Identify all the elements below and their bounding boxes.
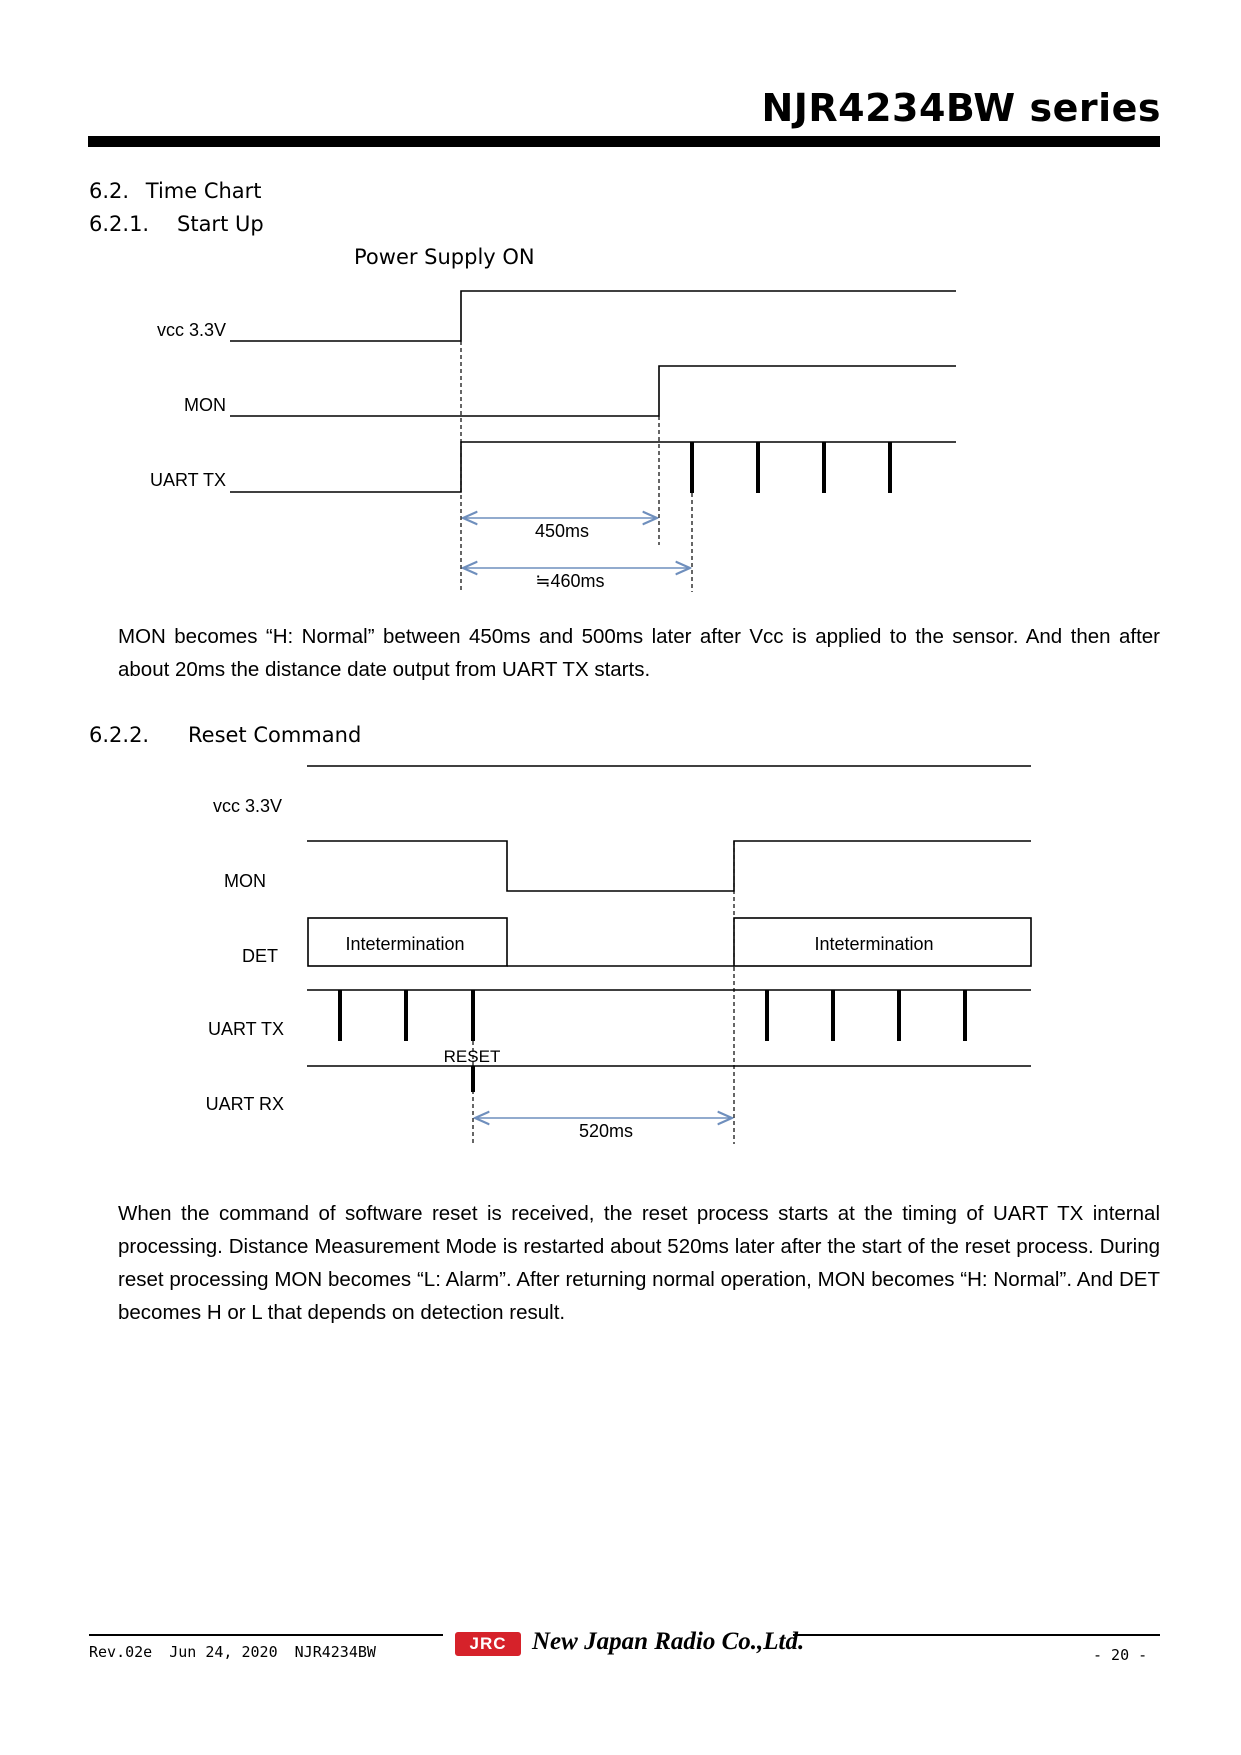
- reset-det-box-left-label: Intetermination: [345, 934, 465, 954]
- startup-description: MON becomes “H: Normal” between 450ms and 500ms later after Vcc is applied to the sensor. And then after about 20ms the distance date output from UART TX starts.: [118, 625, 1160, 681]
- footer-rule-left: [89, 1634, 443, 1636]
- page-number: - 20 -: [1093, 1646, 1148, 1664]
- startup-dim-460-label: ≒460ms: [535, 571, 605, 591]
- subsection-reset-number: 6.2.2.: [89, 723, 150, 747]
- footer-date: Jun 24, 2020: [169, 1643, 278, 1661]
- reset-uart-tx-label: UART TX: [207, 1019, 284, 1039]
- document-title: NJR4234BW series: [761, 86, 1161, 130]
- reset-mon-waveform: [307, 841, 1031, 891]
- reset-command-label: RESET: [443, 1047, 501, 1066]
- company-logo-text: New Japan Radio Co.,Ltd.: [532, 1628, 805, 1655]
- reset-vcc-label: vcc 3.3V: [212, 796, 282, 816]
- section-number: 6.2.: [89, 179, 130, 203]
- footer-info: [89, 1643, 376, 1661]
- startup-mon-label: MON: [184, 395, 226, 415]
- startup-uart-tx-waveform: [230, 442, 956, 492]
- footer-rule-right: [793, 1634, 1160, 1636]
- startup-timing-chart: [0, 0, 1241, 640]
- reset-uart-rx-label: UART RX: [205, 1094, 284, 1114]
- reset-mon-label: MON: [224, 871, 266, 891]
- startup-dim-450-label: 450ms: [534, 521, 590, 541]
- startup-vcc-waveform: [230, 291, 956, 341]
- reset-det-label: DET: [242, 946, 278, 966]
- section-title: Time Chart: [145, 179, 262, 203]
- reset-timing-chart: [0, 740, 1241, 1160]
- startup-uart-tx-label: UART TX: [149, 470, 226, 490]
- subsection-startup-number: 6.2.1.: [89, 212, 150, 236]
- subsection-startup-title: Start Up: [177, 212, 264, 236]
- footer-revision: Rev.02e: [89, 1643, 153, 1661]
- reset-det-box-right-label: Intetermination: [814, 934, 934, 954]
- startup-vcc-label: vcc 3.3V: [156, 320, 226, 340]
- footer-part: NJR4234BW: [294, 1643, 376, 1661]
- subsection-reset-title: Reset Command: [188, 723, 362, 747]
- startup-mon-waveform: [230, 366, 956, 416]
- reset-description: When the command of software reset is received, the reset process starts at the timing of UART TX internal processing. Distance Measurement Mode is restarted about 520ms later after the start of the reset process. During reset processing MON becomes “L: Alarm”. After returning normal operation, MON becomes “H: Normal”. And DET becomes H or L that depends on detection result.: [118, 1202, 1160, 1324]
- jrc-logo-mark: JRC: [455, 1632, 521, 1656]
- power-supply-on-label: Power Supply ON: [354, 245, 535, 269]
- reset-dim-520-label: 520ms: [578, 1121, 634, 1141]
